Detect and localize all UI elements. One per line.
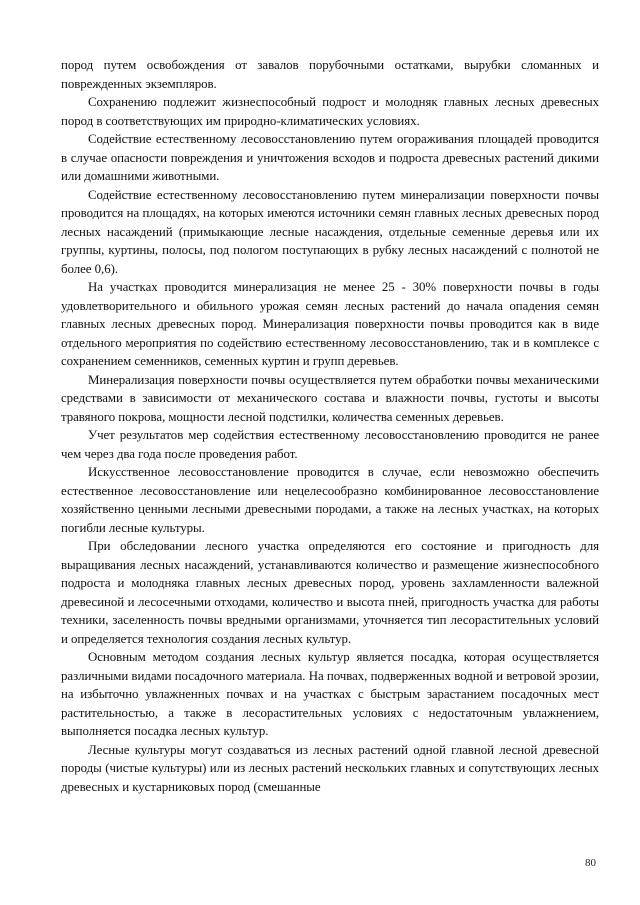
page-number: 80 bbox=[585, 857, 596, 869]
paragraph-3: Содействие естественному лесовосстановлению путем огораживания площадей проводится в случае опасности повреждения и уничтожения всходов и подроста древесных растений дикими или домашними животными. bbox=[61, 132, 599, 183]
paragraph-9: При обследовании лесного участка определяются его состояние и пригодность для выращивания лесных насаждений, устанавливаются количество и размещение жизнеспособного подроста и молодняка главных лесных древесных пород, уровень захламленности валежной древесиной и лесосечными отходами, количество и высота пней, пригодность участка для работы техники, заселенность почвы вредными организмами, уточняется тип лесорастительных условий и определяется технология создания лесных культур. bbox=[61, 539, 599, 646]
paragraph-4: Содействие естественному лесовосстановлению путем минерализации поверхности почвы проводится на площадях, на которых имеются источники семян главных лесных древесных пород лесных насаждений (примыкающие лесные насаждения, отдельные семенные деревья или их группы, куртины, полосы, под пологом поступающих в рубку лесных насаждений с полнотой не более 0,6). bbox=[61, 187, 599, 276]
paragraph-1: пород путем освобождения от завалов порубочными остатками, вырубки сломанных и поврежденных экземпляров. bbox=[61, 58, 599, 91]
paragraph-5: На участках проводится минерализация не менее 25 - 30% поверхности почвы в годы удовлетворительного и обильного урожая семян лесных растений до начала опадения семян главных лесных древесных пород. Минерализация поверхности почвы проводится как в виде отдельного мероприятия по содействию естественному лесовосстановлению, так и в комплексе с сохранением семенников, семенных куртин и групп деревьев. bbox=[61, 280, 599, 368]
paragraph-2: Сохранению подлежит жизнеспособный подрост и молодняк главных лесных древесных пород в соответствующих им природно-климатических условиях. bbox=[61, 95, 599, 128]
paragraph-6: Минерализация поверхности почвы осуществляется путем обработки почвы механическими средствами в зависимости от механического состава и влажности почвы, густоты и высоты травяного покрова, мощности лесной подстилки, количества семенных деревьев. bbox=[61, 372, 599, 424]
paragraph-7: Учет результатов мер содействия естественному лесовосстановлению проводится не ранее чем через два года после проведения работ. bbox=[61, 428, 599, 461]
page-body bbox=[61, 56, 599, 796]
paragraph-10: Основным методом создания лесных культур является посадка, которая осуществляется различными видами посадочного материала. На почвах, подверженных водной и ветровой эрозии, на избыточно увлажненных почвах и на участках с быстрым зарастанием посадочных мест растительностью, а также в лесорастительных условиях с недостаточным увлажнением, выполняется посадка лесных культур. bbox=[61, 650, 599, 738]
paragraph-8: Искусственное лесовосстановление проводится в случае, если невозможно обеспечить естественное лесовосстановление или нецелесообразно комбинированное лесовосстановление хозяйственно ценными лесными древесными породами, а также на лесных участках, на которых погибли лесные культуры. bbox=[61, 465, 599, 535]
paragraph-11: Лесные культуры могут создаваться из лесных растений одной главной лесной древесной породы (чистые культуры) или из лесных растений нескольких главных и сопутствующих лесных древесных и кустарниковых пород (смешанные bbox=[61, 742, 599, 794]
